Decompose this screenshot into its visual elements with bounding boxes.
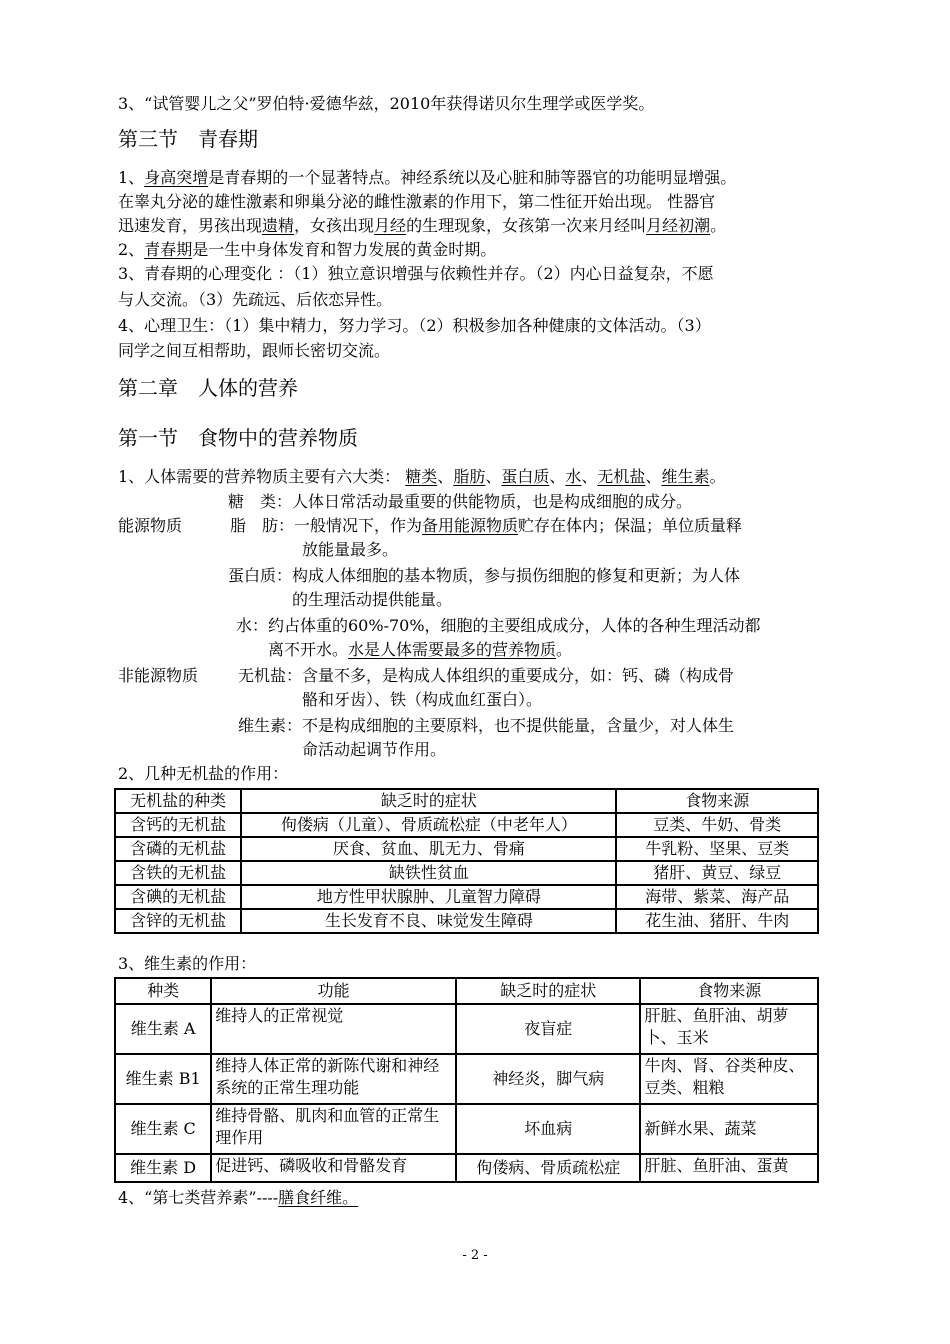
salt-desc-line2: 骼和牙齿）、铁（构成血红蛋白）。 (302, 690, 543, 709)
paragraph-1-line3: 迅速发育，男孩出现遗精，女孩出现月经的生理现象，女孩第一次来月经叫月经初潮。 (118, 216, 727, 235)
section-heading-nutrients: 第一节 食物中的营养物质 (118, 426, 358, 450)
protein-desc-line1: 蛋白质：构成人体细胞的基本物质，参与损伤细胞的修复和更新；为人体 (228, 566, 741, 585)
table-cell: 维生素 C (115, 1104, 211, 1154)
paragraph-1-line1: 1、身高突增是青春期的一个显著特点。神经系统以及心脏和肺等器官的功能明显增强。 (118, 168, 737, 187)
table-row (115, 837, 818, 861)
table-header-cell: 功能 (211, 978, 456, 1004)
table-cell: 维生素 A (115, 1004, 211, 1054)
table-row (115, 1154, 818, 1182)
table-cell: 含锌的无机盐 (115, 909, 241, 933)
table-header-cell: 缺乏时的症状 (241, 789, 616, 813)
paragraph-4-line2: 同学之间互相帮助，跟师长密切交流。 (118, 341, 391, 360)
table-cell: 地方性甲状腺肿、儿童智力障碍 (241, 885, 616, 909)
table-cell: 肝脏、鱼肝油、蛋黄 (640, 1154, 818, 1182)
seventh-nutrient: 4、“第七类营养素”----膳食纤维。 (118, 1188, 359, 1207)
paragraph-3-line1: 3、青春期的心理变化 ：（1）独立意识增强与依赖性并存。（2）内心日益复杂，不愿 (118, 264, 714, 283)
table-row (115, 1104, 818, 1154)
paragraph-1-line2: 在睾丸分泌的雄性激素和卵巢分泌的雌性激素的作用下，第二性征开始出现。 性器官 (118, 192, 716, 211)
table-cell: 维生素 B1 (115, 1054, 211, 1104)
table-row (115, 861, 818, 885)
table-cell: 维生素 D (115, 1154, 211, 1182)
table-row (115, 1054, 818, 1104)
table-cell: 维持人体正常的新陈代谢和神经系统的正常生理功能 (211, 1054, 456, 1104)
table-cell: 含碘的无机盐 (115, 885, 241, 909)
table-cell: 牛肉、肾、谷类种皮、豆类、粗粮 (640, 1054, 818, 1104)
table-cell: 含铁的无机盐 (115, 861, 241, 885)
table-row (115, 909, 818, 933)
table-header-cell: 食物来源 (640, 978, 818, 1004)
table-cell: 缺铁性贫血 (241, 861, 616, 885)
water-desc-line1: 水：约占体重的60%-70%，细胞的主要组成成分，人体的各种生理活动都 (236, 616, 761, 635)
table-header-cell: 缺乏时的症状 (456, 978, 641, 1004)
vitamin-desc-line1: 维生素：不是构成细胞的主要原料，也不提供能量，含量少，对人体生 (238, 716, 735, 735)
sugar-desc: 糖 类：人体日常活动最重要的供能物质，也是构成细胞的成分。 (228, 492, 693, 511)
table-cell: 坏血病 (456, 1104, 641, 1154)
table-row (115, 813, 818, 837)
minerals-caption: 2、几种无机盐的作用： (118, 764, 289, 783)
water-desc-line2: 离不开水。水是人体需要最多的营养物质。 (268, 640, 573, 659)
energy-label: 能源物质 (118, 516, 183, 535)
table-header-cell: 无机盐的种类 (115, 789, 241, 813)
table-cell: 豆类、牛奶、骨类 (616, 813, 818, 837)
table-header-row (115, 789, 818, 813)
vitamins-caption: 3、维生素的作用： (118, 954, 257, 973)
table-cell: 促进钙、磷吸收和骨骼发育 (211, 1154, 456, 1182)
table-cell: 神经炎，脚气病 (456, 1054, 641, 1104)
paragraph-4-line1: 4、心理卫生：（1）集中精力，努力学习。（2）积极参加各种健康的文体活动。（3） (118, 316, 711, 335)
protein-desc-line2: 的生理活动提供能量。 (292, 590, 453, 609)
page-number: - 2 - (462, 1248, 488, 1263)
paragraph-3-line2: 与人交流。（3）先疏远、后依恋异性。 (118, 290, 393, 309)
chapter-heading-nutrition: 第二章 人体的营养 (118, 376, 298, 400)
table-header-row (115, 978, 818, 1004)
table-cell: 牛乳粉、坚果、豆类 (616, 837, 818, 861)
fat-desc-line1: 脂 肪：一般情况下，作为备用能源物质贮存在体内；保温；单位质量释 (230, 516, 743, 535)
table-cell: 维持人的正常视觉 (211, 1004, 456, 1054)
table-cell: 猪肝、黄豆、绿豆 (616, 861, 818, 885)
section-heading-puberty: 第三节 青春期 (118, 127, 258, 151)
table-cell: 新鲜水果、蔬菜 (640, 1104, 818, 1154)
table-header-cell: 食物来源 (616, 789, 818, 813)
table-cell: 厌食、贫血、肌无力、骨痛 (241, 837, 616, 861)
table-cell: 佝偻病、骨质疏松症 (456, 1154, 641, 1182)
table-cell: 佝偻病（儿童）、骨质疏松症（中老年人） (241, 813, 616, 837)
nonenergy-label: 非能源物质 (118, 666, 199, 685)
fat-desc-line2: 放能量最多。 (302, 540, 399, 559)
table-row (115, 885, 818, 909)
table-cell: 生长发育不良、味觉发生障碍 (241, 909, 616, 933)
nutrients-list: 1、人体需要的营养物质主要有六大类： 糖类、脂肪、蛋白质、水、无机盐、维生素。 (118, 467, 726, 486)
table-row (115, 1004, 818, 1054)
table-header-cell: 种类 (115, 978, 211, 1004)
table-cell: 含钙的无机盐 (115, 813, 241, 837)
table-cell: 维持骨骼、肌肉和血管的正常生理作用 (211, 1104, 456, 1154)
paragraph-ivf: 3、“试管婴儿之父”罗伯特·爱德华兹，2010年获得诺贝尔生理学或医学奖。 (118, 94, 655, 113)
vitamin-desc-line2: 命活动起调节作用。 (302, 740, 447, 759)
table-cell: 夜盲症 (456, 1004, 641, 1054)
vitamins-table (114, 977, 819, 1183)
salt-desc-line1: 无机盐：含量不多，是构成人体组织的重要成分，如：钙、磷（构成骨 (238, 666, 735, 685)
table-cell: 海带、紫菜、海产品 (616, 885, 818, 909)
table-cell: 花生油、猪肝、牛肉 (616, 909, 818, 933)
table-cell: 含磷的无机盐 (115, 837, 241, 861)
table-cell: 肝脏、鱼肝油、胡萝卜、玉米 (640, 1004, 818, 1054)
minerals-table (114, 788, 819, 934)
paragraph-2: 2、青春期是一生中身体发育和智力发展的黄金时期。 (118, 240, 497, 259)
